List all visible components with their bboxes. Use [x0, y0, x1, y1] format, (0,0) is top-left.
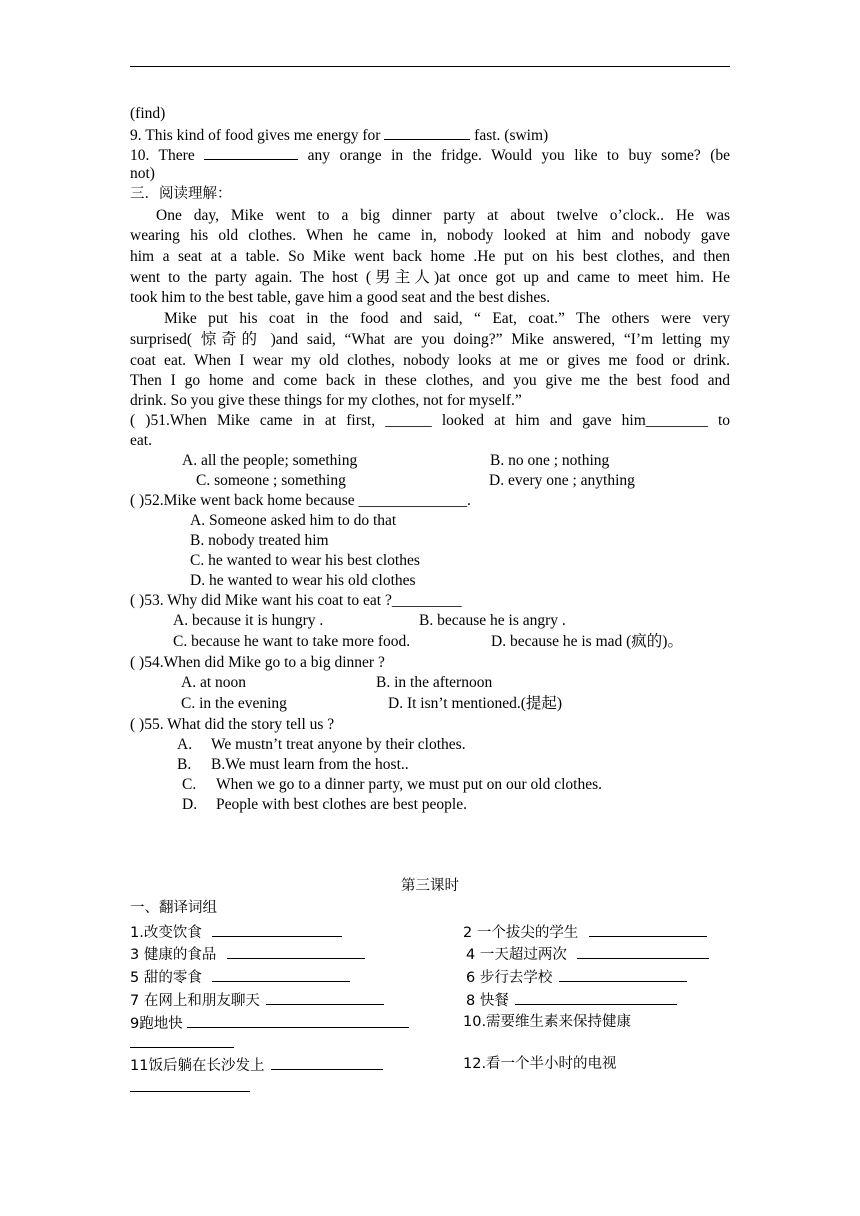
option-52-d[interactable]: D. he wanted to wear his old clothes: [190, 572, 416, 589]
phrase-item-2: 2 一个拔尖的学生: [463, 921, 707, 943]
passage-line: him a seat at a table. So Mike went back home .He put on his best clothes, and then: [130, 248, 730, 265]
phrase-item-5: 5 甜的零食: [130, 966, 350, 988]
question-9: 9. This kind of food gives me energy for fast. (swim): [130, 124, 548, 146]
option-53-a[interactable]: A. because it is hungry .: [173, 612, 324, 629]
passage-line: drink. So you give these things for my clothes, not for myself.”: [130, 392, 522, 409]
option-52-b[interactable]: B. nobody treated him: [190, 532, 329, 549]
answer-blank[interactable]: [187, 1012, 409, 1028]
phrase-item-8: 8 快餐: [466, 989, 677, 1011]
question-10-hint: not): [130, 165, 155, 182]
question-10: 10. There any orange in the fridge. Would you like to buy some? (be: [130, 144, 730, 166]
header-rule: [130, 66, 730, 67]
answer-blank[interactable]: [559, 966, 687, 982]
option-52-c[interactable]: C. he wanted to wear his best clothes: [190, 552, 420, 569]
reading-heading: 三．阅读理解：: [130, 186, 232, 202]
answer-blank[interactable]: [589, 921, 707, 937]
option-53-c[interactable]: C. because he want to take more food.: [173, 633, 411, 650]
passage-line: took him to the best table, gave him a good seat and the best dishes.: [130, 289, 551, 306]
question-53-stem: ( )53. Why did Mike want his coat to eat ?_________: [130, 592, 462, 609]
option-51-a[interactable]: A. all the people; something: [182, 452, 358, 469]
option-54-a[interactable]: A. at noon: [181, 674, 247, 691]
option-51-d[interactable]: D. every one ; anything: [489, 472, 635, 489]
question-52-stem: ( )52.Mike went back home because ______________.: [130, 492, 471, 509]
option-54-d[interactable]: D. It isn’t mentioned.(提起): [388, 695, 563, 712]
phrase-item-10-blank: [130, 1032, 234, 1054]
phrase-item-3: 3 健康的食品: [130, 943, 365, 965]
question-51-stem-cont: eat.: [130, 432, 152, 449]
phrase-item-11: 11饭后躺在长沙发上: [130, 1054, 383, 1076]
answer-blank[interactable]: [212, 921, 342, 937]
answer-blank[interactable]: [227, 943, 365, 959]
option-55-d-letter: D.: [182, 796, 198, 813]
passage-line: Mike put his coat in the food and said, “ Eat, coat.” The others were very: [164, 310, 730, 327]
option-55-c[interactable]: When we go to a dinner party, we must put on our old clothes.: [216, 776, 602, 793]
passage-line: surprised( 惊奇的 )and said, “What are you doing?” Mike answered, “I’m letting my: [130, 331, 730, 348]
answer-blank[interactable]: [271, 1054, 383, 1070]
phrase-item-12-blank: [130, 1076, 250, 1098]
option-53-b[interactable]: B. because he is angry .: [419, 612, 566, 629]
question-54-stem: ( )54.When did Mike go to a big dinner ?: [130, 654, 385, 671]
option-54-c[interactable]: C. in the evening: [181, 695, 287, 712]
phrase-item-6: 6 步行去学校: [466, 966, 687, 988]
lesson-title: 第三课时: [401, 878, 459, 894]
option-51-c[interactable]: C. someone ; something: [196, 472, 346, 489]
passage-line: went to the party again. The host (男主人)at once got up and came to meet him. He: [130, 269, 730, 286]
answer-blank[interactable]: [204, 144, 298, 160]
hint-find: (find): [130, 105, 166, 122]
option-53-d[interactable]: D. because he is mad (疯的)。: [491, 633, 683, 650]
phrase-item-7: 7 在网上和朋友聊天: [130, 989, 384, 1011]
phrase-item-4: 4 一天超过两次: [466, 943, 709, 965]
option-55-b[interactable]: B.We must learn from the host..: [211, 756, 409, 773]
answer-blank[interactable]: [130, 1076, 250, 1092]
passage-line: One day, Mike went to a big dinner party at about twelve o’clock.. He was: [156, 207, 730, 224]
answer-blank[interactable]: [384, 124, 470, 140]
phrase-item-1: 1.改变饮食: [130, 921, 342, 943]
phrase-item-10: 10.需要维生素来保持健康: [463, 1014, 632, 1030]
option-55-a[interactable]: We mustn’t treat anyone by their clothes.: [211, 736, 466, 753]
answer-blank[interactable]: [577, 943, 709, 959]
answer-blank[interactable]: [515, 989, 677, 1005]
answer-blank[interactable]: [130, 1032, 234, 1048]
option-54-b[interactable]: B. in the afternoon: [376, 674, 493, 691]
option-51-b[interactable]: B. no one ; nothing: [490, 452, 610, 469]
question-51-stem: ( )51.When Mike came in at first, ______ looked at him and gave him________ to: [130, 412, 730, 429]
option-55-d[interactable]: People with best clothes are best people.: [216, 796, 467, 813]
option-52-a[interactable]: A. Someone asked him to do that: [190, 512, 397, 529]
option-55-a-letter: A.: [177, 736, 193, 753]
option-55-b-letter: B.: [177, 756, 192, 773]
passage-line: Then I go home and come back in these clothes, and you give me the best food and: [130, 372, 730, 389]
passage-line: coat eat. When I wear my old clothes, nobody looks at me or gives me food or drink.: [130, 352, 730, 369]
answer-blank[interactable]: [266, 989, 384, 1005]
question-55-stem: ( )55. What did the story tell us ?: [130, 716, 335, 733]
answer-blank[interactable]: [212, 966, 350, 982]
option-55-c-letter: C.: [182, 776, 197, 793]
phrase-item-9: 9跑地快: [130, 1012, 409, 1034]
passage-line: wearing his old clothes. When he came in, nobody looked at him and nobody gave: [130, 227, 730, 244]
translation-heading: 一、翻译词组: [130, 900, 217, 916]
phrase-item-12: 12.看一个半小时的电视: [463, 1056, 617, 1072]
